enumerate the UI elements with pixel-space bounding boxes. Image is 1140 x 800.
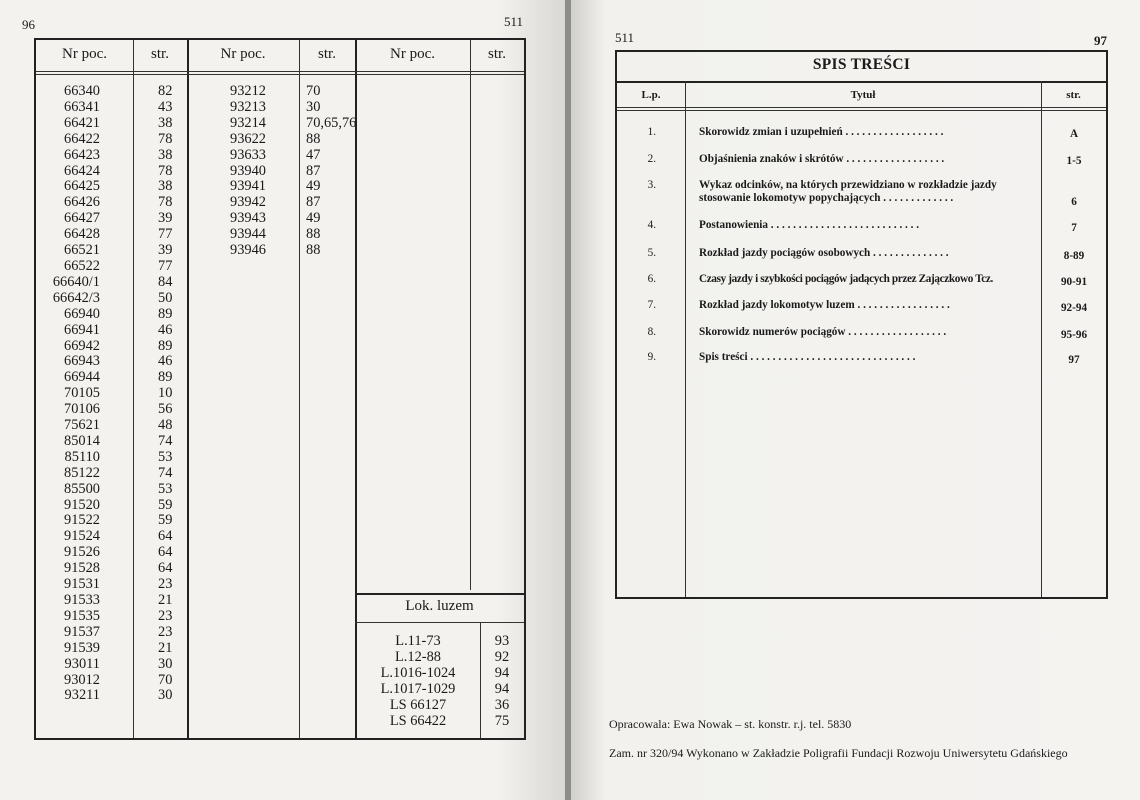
page-ref: 23 — [158, 623, 173, 640]
page-ref: 47 — [306, 146, 321, 163]
train-number: 93011 — [64, 655, 100, 672]
page-ref: 30 — [306, 98, 321, 115]
toc-row-title: Skorowidz numerów pociągów . . . . . . . . . . . . . . . . . . — [699, 326, 947, 338]
toc-row-page: 6 — [1071, 196, 1077, 208]
page-ref: 92 — [494, 648, 510, 665]
toc-row-lp: 2. — [647, 153, 656, 165]
train-number: 66642/3 — [52, 289, 100, 306]
page-ref: 88 — [306, 226, 321, 243]
page-ref: 70,65,76 — [306, 114, 357, 131]
train-number: 70105 — [64, 385, 100, 402]
page-ref: 39 — [158, 210, 173, 227]
toc-row-page: 90-91 — [1060, 276, 1088, 288]
page-ref: 88 — [306, 130, 321, 147]
train-number: 66640/1 — [52, 273, 100, 290]
train-number: 66522 — [64, 257, 100, 274]
page-ref: 89 — [158, 305, 173, 322]
train-number: 66424 — [64, 162, 100, 179]
train-number: 75621 — [64, 417, 100, 434]
train-number: 93942 — [230, 194, 266, 211]
train-number: 85110 — [64, 448, 100, 465]
locomotive-number: L.12-88 — [395, 648, 441, 665]
col3-str-header: str. — [488, 46, 506, 62]
page-ref: 64 — [158, 560, 173, 577]
train-number: 91528 — [64, 560, 100, 577]
train-number: 85122 — [64, 464, 100, 481]
toc-row-lp: 7. — [647, 299, 656, 311]
left-page-number: 96 — [22, 17, 35, 32]
train-number: 66423 — [64, 146, 100, 163]
page-ref: 88 — [306, 242, 321, 259]
train-number: 93941 — [230, 178, 266, 195]
page-ref: 23 — [158, 607, 173, 624]
train-number: 66426 — [64, 194, 100, 211]
page-ref: 10 — [158, 385, 173, 402]
page-ref: 21 — [158, 592, 173, 608]
train-number: 66341 — [64, 98, 100, 115]
train-number: 93944 — [230, 226, 266, 243]
toc-row-page: 92-94 — [1060, 302, 1088, 314]
train-number: 66944 — [64, 369, 100, 386]
lok-luzem-nr-list — [362, 634, 474, 729]
page-ref: 77 — [158, 257, 173, 274]
train-number: 66422 — [64, 130, 100, 147]
train-number: 66425 — [64, 178, 100, 195]
page-ref: 53 — [158, 448, 173, 465]
toc-row-title: Spis treści . . . . . . . . . . . . . . . . . . . . . . . . . . . . . . — [699, 351, 916, 363]
page-ref: 59 — [158, 496, 173, 513]
train-number: 66941 — [64, 321, 100, 338]
page-ref: 50 — [158, 289, 173, 306]
toc-row-title: Rozkład jazdy lokomotyw luzem . . . . . . . . . . . . . . . . . — [699, 299, 950, 311]
page-ref: 75 — [494, 712, 510, 729]
toc-row-page: 95-96 — [1060, 329, 1088, 341]
train-number: 91537 — [64, 623, 100, 640]
page-ref: 46 — [158, 353, 173, 370]
page-ref: 21 — [158, 639, 173, 656]
locomotive-number: L.1016-1024 — [380, 664, 456, 681]
col1-str-list — [158, 84, 188, 704]
page-ref: 89 — [158, 369, 173, 386]
toc-row-lp: 3. — [647, 179, 656, 191]
page-ref: 94 — [494, 664, 510, 681]
page-ref: 39 — [158, 242, 173, 259]
train-number: 93622 — [230, 130, 266, 147]
page-ref: 78 — [158, 162, 173, 179]
train-number: 93213 — [230, 98, 266, 115]
train-number: 91526 — [64, 544, 100, 561]
toc-row-page: 97 — [1068, 354, 1080, 366]
train-number: 93943 — [230, 210, 266, 227]
page-ref: 64 — [158, 528, 173, 545]
toc-row-lp: 4. — [647, 219, 656, 231]
toc-table — [615, 50, 1108, 599]
toc-row-lp: 9. — [647, 351, 656, 363]
page-ref: 78 — [158, 194, 173, 211]
toc-row-lp: 5. — [647, 247, 656, 259]
locomotive-number: LS 66127 — [389, 696, 447, 713]
train-number: 66940 — [64, 305, 100, 322]
toc-row-title: Postanowienia . . . . . . . . . . . . . . . . . . . . . . . . . . . — [699, 219, 920, 231]
toc-str-header: str. — [1066, 89, 1081, 101]
page-ref: 36 — [494, 696, 510, 713]
train-number: 91520 — [64, 496, 100, 513]
toc-row-title: Wykaz odcinków, na których przewidziano w rozkładzie jazdy stosowanie lokomotyw popychających . . . . . . . . . . . . . — [699, 179, 997, 204]
page-ref: 56 — [158, 401, 173, 418]
toc-row-lp: 1. — [647, 126, 656, 138]
train-number: 93940 — [230, 162, 266, 179]
page-ref: 43 — [158, 98, 173, 115]
page-ref: 49 — [306, 178, 321, 195]
page-ref: 38 — [158, 114, 173, 131]
toc-row-page: 8-89 — [1063, 250, 1085, 262]
toc-row-title: Czasy jazdy i szybkości pociągów jadących przez Zajączkowo Tcz. — [699, 273, 993, 285]
col2-str-list — [306, 84, 358, 259]
toc-tytul-header: Tytuł — [850, 89, 876, 101]
toc-row-title: Rozkład jazdy pociągów osobowych . . . . . . . . . . . . . . — [699, 247, 949, 259]
train-number: 66942 — [64, 337, 100, 354]
toc-title: SPIS TREŚCI — [812, 56, 911, 73]
page-ref: 64 — [158, 544, 173, 561]
page-ref: 78 — [158, 130, 173, 147]
train-number: 91522 — [64, 512, 100, 529]
train-number: 66421 — [64, 114, 100, 131]
page-ref: 59 — [158, 512, 173, 529]
toc-row-title: Skorowidz zmian i uzupełnień . . . . . . . . . . . . . . . . . . — [699, 126, 944, 138]
col2-nr-header: Nr poc. — [220, 46, 266, 62]
page-ref: 93 — [494, 633, 510, 649]
locomotive-number: LS 66422 — [389, 712, 447, 729]
train-number: 91531 — [64, 576, 100, 593]
col1-nr-list — [38, 84, 100, 704]
page-ref: 74 — [158, 464, 173, 481]
train-index-table — [34, 38, 526, 740]
page-ref: 70 — [306, 83, 321, 99]
train-number: 93633 — [230, 146, 266, 163]
train-number: 85014 — [64, 432, 100, 449]
right-page-number: 97 — [1094, 33, 1107, 48]
right-page — [571, 0, 1140, 800]
toc-row-lp: 6. — [647, 273, 656, 285]
page-ref: 30 — [158, 655, 173, 672]
left-page — [0, 0, 565, 800]
lok-luzem-title: Lok. luzem — [405, 598, 474, 614]
train-number: 93211 — [64, 687, 100, 704]
train-number: 66521 — [64, 242, 100, 259]
train-number: 66427 — [64, 210, 100, 227]
locomotive-number: L.1017-1029 — [380, 680, 456, 697]
toc-row-title: Objaśnienia znaków i skrótów . . . . . . . . . . . . . . . . . . — [699, 153, 945, 165]
col3-nr-header: Nr poc. — [390, 46, 435, 62]
left-running-number: 511 — [504, 14, 524, 29]
toc-row-page: A — [1069, 128, 1079, 140]
page-ref: 94 — [494, 680, 510, 697]
toc-row-lp: 8. — [647, 326, 656, 338]
train-number: 91533 — [64, 592, 100, 608]
col1-nr-header: Nr poc. — [62, 46, 107, 62]
page-ref: 87 — [306, 162, 321, 179]
train-number: 66428 — [64, 226, 100, 243]
lok-luzem-str-list — [484, 634, 520, 729]
page-ref: 70 — [158, 671, 173, 688]
train-number: 70106 — [64, 401, 100, 418]
toc-lp-header: L.p. — [641, 89, 661, 101]
footer-author: Opracowala: Ewa Nowak – st. konstr. r.j. tel. 5830 — [609, 717, 852, 731]
train-number: 91524 — [64, 528, 100, 545]
locomotive-number: L.11-73 — [395, 633, 441, 649]
train-number: 93946 — [230, 242, 266, 259]
right-running-number: 511 — [615, 30, 635, 45]
page-ref: 38 — [158, 146, 173, 163]
train-number: 91539 — [64, 639, 100, 656]
page-ref: 53 — [158, 480, 173, 497]
page-ref: 38 — [158, 178, 173, 195]
train-number: 93212 — [230, 83, 266, 99]
col2-str-header: str. — [318, 46, 336, 62]
page-ref: 82 — [158, 83, 173, 99]
page-ref: 77 — [158, 226, 173, 243]
page-ref: 23 — [158, 576, 173, 593]
page-ref: 48 — [158, 417, 173, 434]
page-ref: 30 — [158, 687, 173, 704]
page-ref: 84 — [158, 273, 173, 290]
page-ref: 89 — [158, 337, 173, 354]
page-ref: 46 — [158, 321, 173, 338]
page-ref: 49 — [306, 210, 321, 227]
train-number: 85500 — [64, 480, 100, 497]
col1-str-header: str. — [151, 46, 169, 62]
train-number: 66943 — [64, 353, 100, 370]
page-ref: 74 — [158, 432, 173, 449]
train-number: 91535 — [64, 607, 100, 624]
train-number: 93012 — [64, 671, 100, 688]
train-number: 66340 — [64, 83, 100, 99]
train-number: 93214 — [230, 114, 266, 131]
toc-row-page: 1-5 — [1066, 155, 1082, 167]
col2-nr-list — [230, 84, 290, 259]
footer-print-info: Zam. nr 320/94 Wykonano w Zakładzie Poligrafii Fundacji Rozwoju Uniwersytetu Gdańskiego — [609, 746, 1068, 760]
toc-row-page: 7 — [1071, 222, 1077, 234]
page-ref: 87 — [306, 194, 321, 211]
